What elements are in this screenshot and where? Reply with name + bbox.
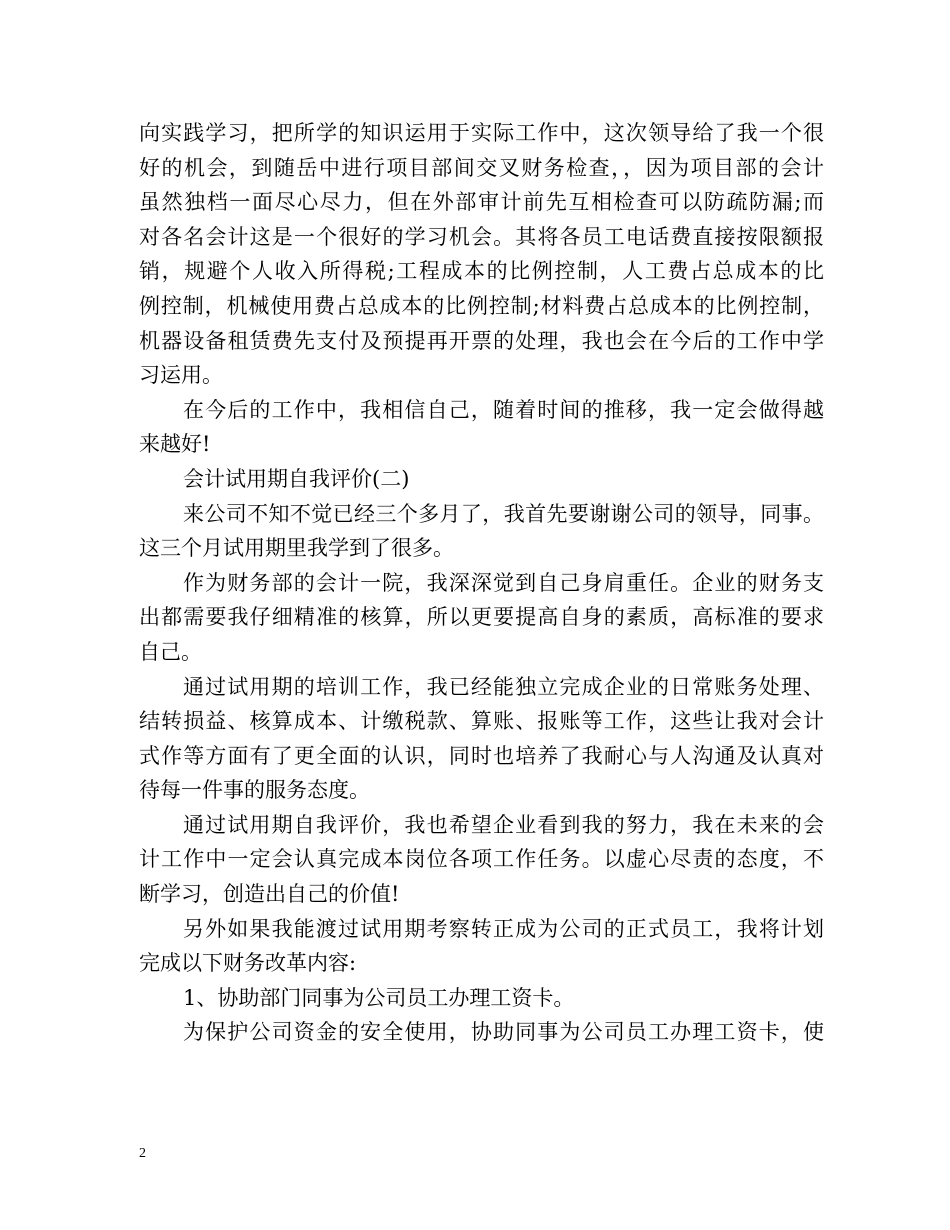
text-line: 出都需要我仔细精准的核算，所以更要提高自身的素质，高标准的要求: [139, 605, 824, 630]
text-line: 例控制，机械使用费占总成本的比例控制;材料费占总成本的比例控制，: [139, 293, 824, 318]
text-line: 向实践学习，把所学的知识运用于实际工作中，这次领导给了我一个很: [139, 121, 824, 145]
text-line: 这三个月试用期里我学到了很多。: [139, 536, 454, 561]
list-item-heading: 1、协助部门同事为公司员工办理工资卡。: [183, 985, 575, 1010]
text-line: 待每一件事的服务态度。: [139, 778, 370, 803]
text-line: 自己。: [139, 639, 202, 664]
text-line: 来越好!: [139, 432, 211, 457]
text-line: 式作等方面有了更全面的认识，同时也培养了我耐心与人沟通及认真对: [139, 743, 824, 768]
text-line: 习运用。: [139, 363, 223, 388]
text-line: 完成以下财务改革内容:: [139, 951, 357, 976]
text-line: 结转损益、核算成本、计缴税款、算账、报账等工作，这些让我对会计: [139, 709, 824, 734]
paragraph-start-line: 来公司不知不觉已经三个多月了，我首先要谢谢公司的领导，同事。: [183, 501, 824, 526]
paragraph-start-line: 作为财务部的会计一院，我深深觉到自己身肩重任。企业的财务支: [183, 570, 824, 595]
page-number: 2: [139, 1146, 146, 1161]
text-line: 机器设备租赁费先支付及预提再开票的处理，我也会在今后的工作中学: [139, 328, 824, 353]
paragraph-start-line: 在今后的工作中，我相信自己，随着时间的推移，我一定会做得越: [183, 397, 824, 422]
document-body: [139, 116, 824, 1050]
paragraph-start-line: 为保护公司资金的安全使用，协助同事为公司员工办理工资卡，使: [183, 1020, 824, 1045]
paragraph-start-line: 另外如果我能渡过试用期考察转正成为公司的正式员工，我将计划: [183, 916, 824, 941]
text-line: 计工作中一定会认真完成本岗位各项工作任务。以虚心尽责的态度，不: [139, 847, 824, 872]
paragraph-start-line: 通过试用期的培训工作，我已经能独立完成企业的日常账务处理、: [183, 674, 824, 699]
text-line: 对各名会计这是一个很好的学习机会。其将各员工电话费直接按限额报: [139, 224, 824, 249]
text-line: 销，规避个人收入所得税;工程成本的比例控制，人工费占总成本的比: [139, 259, 824, 284]
text-line: 断学习，创造出自己的价值!: [139, 882, 400, 907]
paragraph-start-line: 通过试用期自我评价，我也希望企业看到我的努力，我在未来的会: [183, 812, 824, 837]
text-line: 好的机会，到随岳中进行项目部间交叉财务检查，，因为项目部的会计: [139, 155, 824, 180]
section-heading: 会计试用期自我评价(二): [183, 466, 410, 491]
text-line: 虽然独档一面尽心尽力，但在外部审计前先互相检查可以防疏防漏;而: [139, 190, 824, 215]
